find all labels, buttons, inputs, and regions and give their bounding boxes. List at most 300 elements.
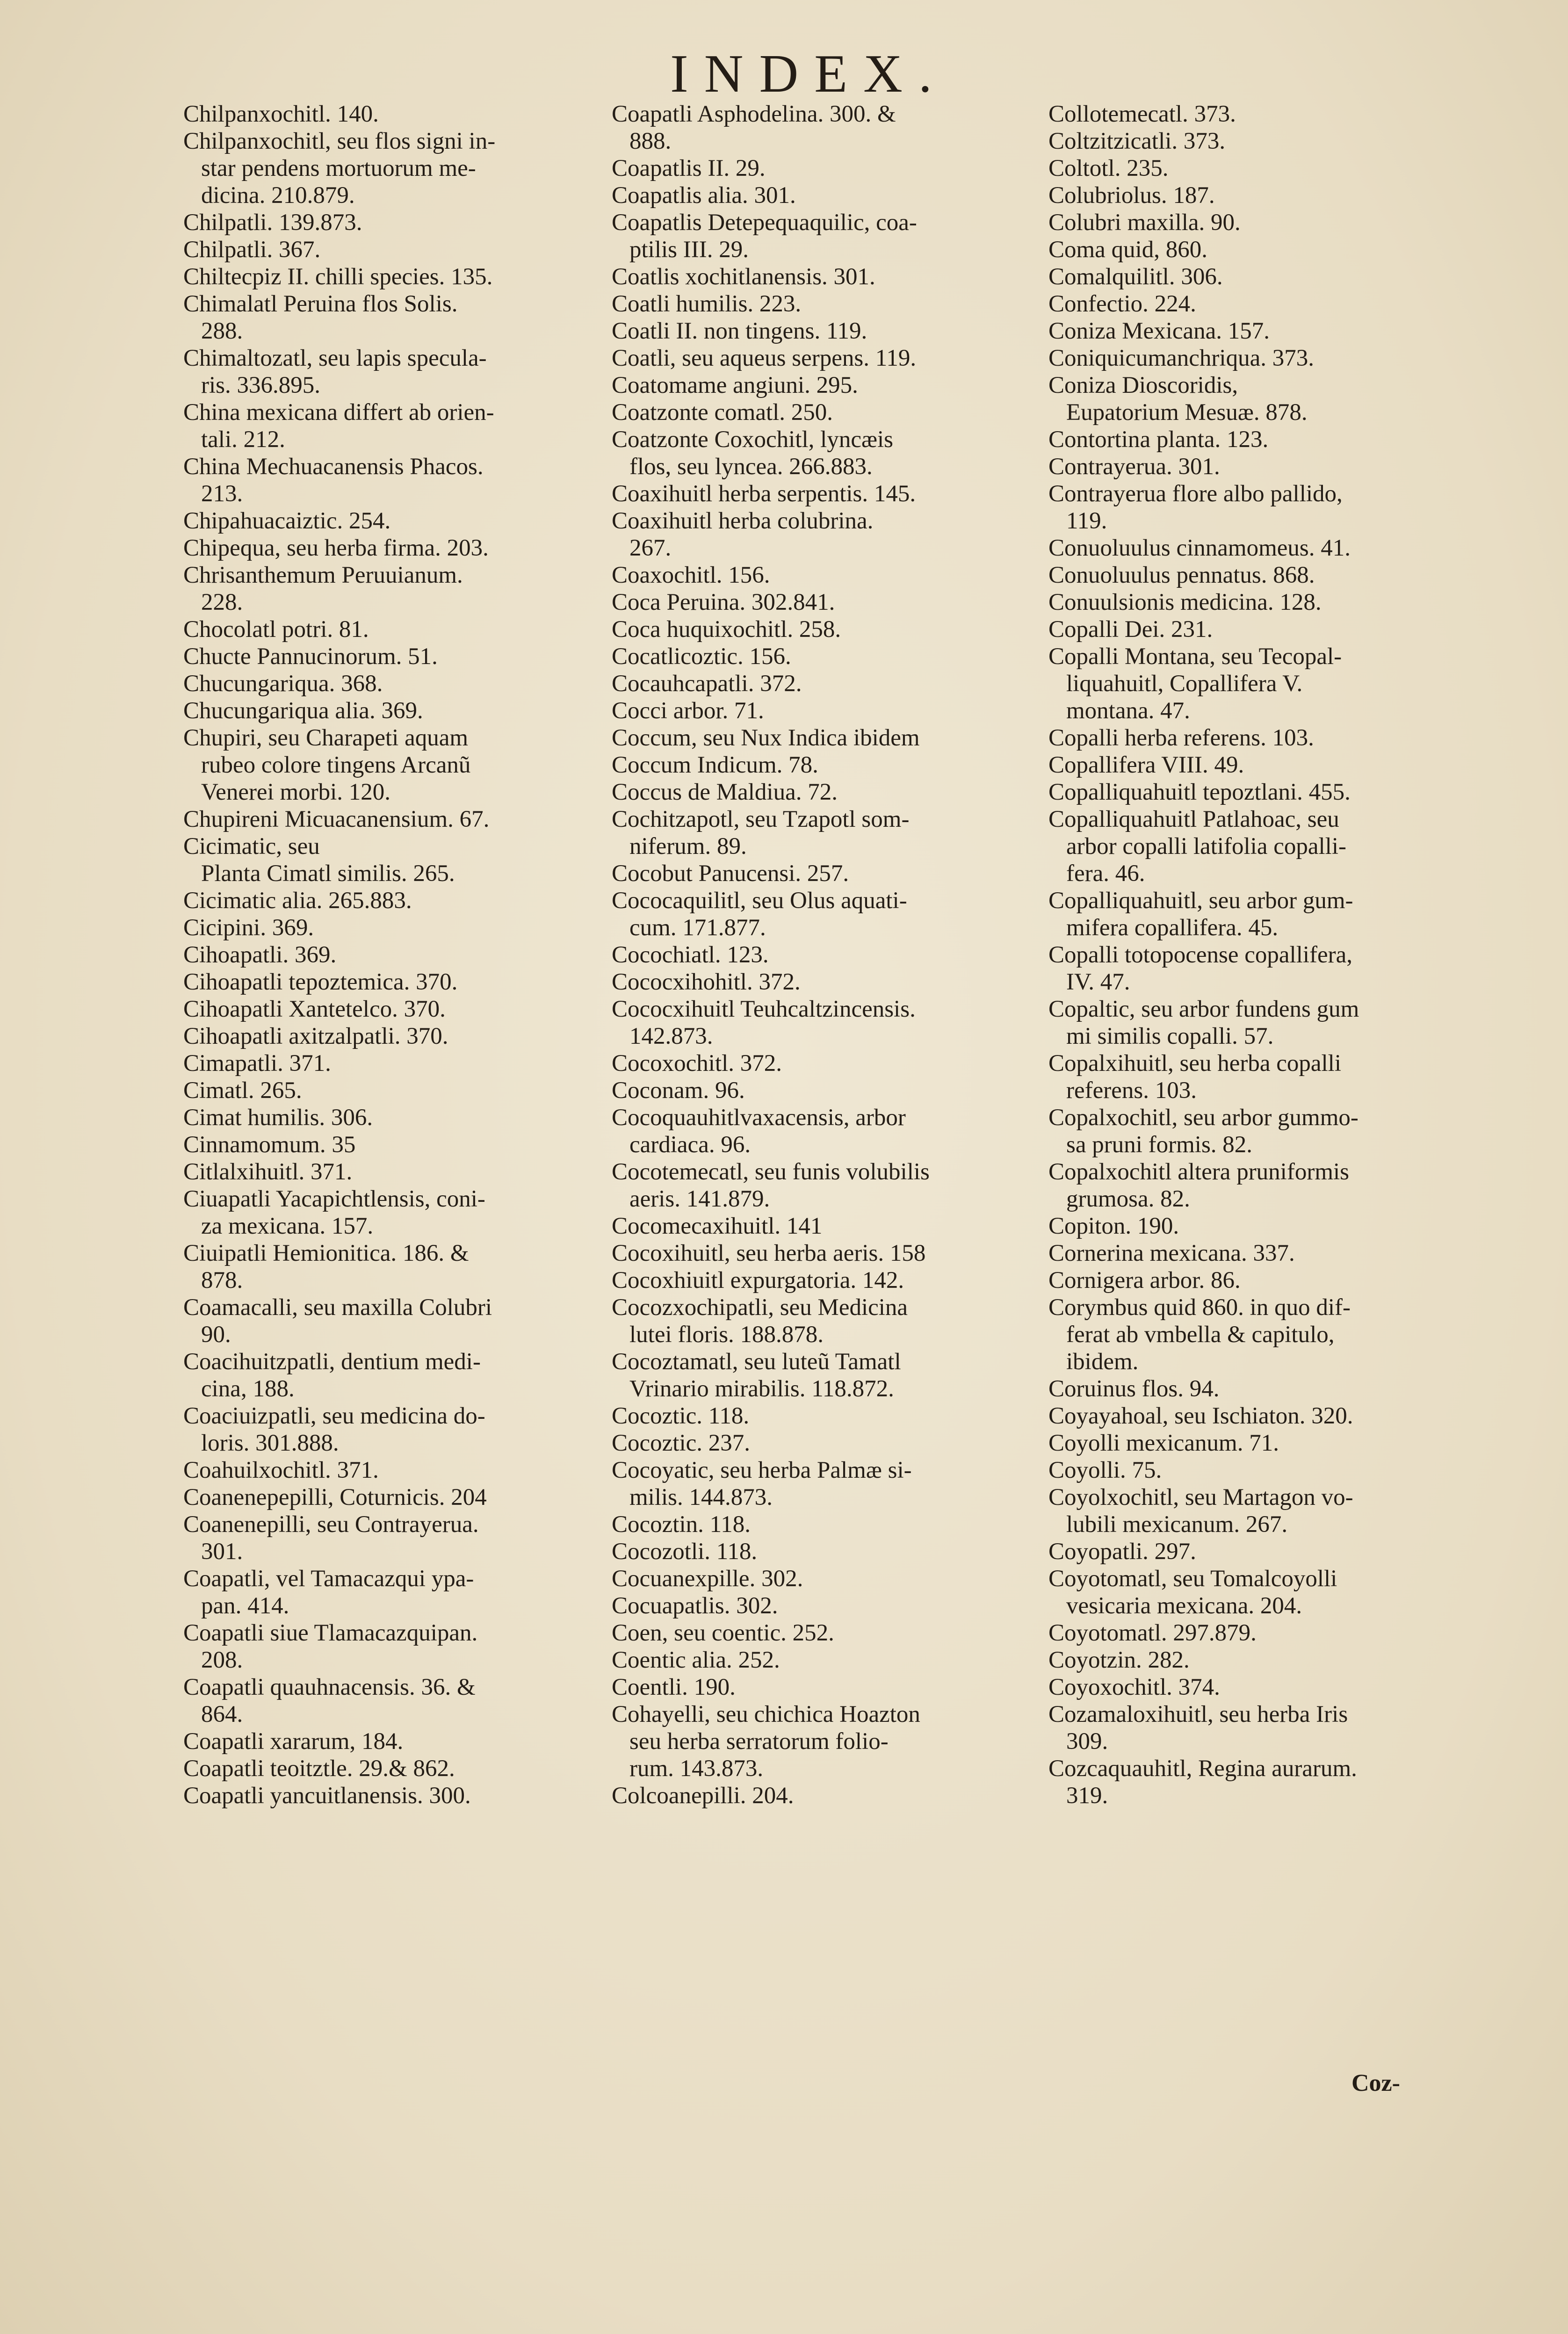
index-entry — [612, 318, 1033, 345]
index-entry — [183, 507, 590, 535]
index-entry — [183, 562, 590, 616]
index-entry-text: Cocatlicoztic. 156. — [612, 643, 791, 670]
index-entry-continuation: ris. 336.895. — [201, 372, 320, 398]
index-entry — [183, 1077, 590, 1104]
index-entry-text: Cozcaquauhitl, Regina aurarum. — [1048, 1756, 1357, 1782]
index-entry-text: Citlalxihuitl. 371. — [183, 1159, 353, 1185]
index-entry-text: Chilpatli. 139.873. — [183, 210, 362, 236]
index-entry-continuation: lubili mexicanum. 267. — [1066, 1511, 1288, 1538]
index-entry — [612, 1701, 1033, 1782]
index-entry-text: Cococxihuitl Teuhcaltzincensis. — [612, 996, 916, 1022]
index-entry — [1048, 345, 1467, 372]
index-entry-text: Cornigera arbor. 86. — [1048, 1267, 1241, 1293]
index-entry-text: Coyopatli. 297. — [1048, 1539, 1196, 1565]
index-entry-text: Coatli II. non tingens. 119. — [612, 318, 867, 344]
index-entry-continuation: cardiaca. 96. — [629, 1132, 751, 1158]
index-entry-text: Coatzonte Coxochitl, lyncæis — [612, 426, 894, 453]
index-entry-text: Coyolxochitl, seu Martagon vo- — [1048, 1484, 1353, 1510]
index-entry — [183, 345, 590, 399]
index-entry — [183, 209, 590, 236]
index-entry-text: Cicimatic, seu — [183, 833, 320, 860]
index-entry-text: Coaciuizpatli, seu medicina do- — [183, 1403, 485, 1429]
index-entry — [183, 1674, 590, 1728]
index-entry — [1048, 480, 1467, 535]
index-entry-text: Chimalatl Peruina flos Solis. — [183, 291, 458, 317]
index-entry-text: Copalli totopocense copallifera, — [1048, 942, 1353, 968]
index-entry-continuation: vesicaria mexicana. 204. — [1066, 1593, 1302, 1619]
index-entry-continuation: 208. — [201, 1647, 243, 1673]
index-entry-continuation: dicina. 210.879. — [201, 182, 355, 209]
index-entry-text: Coapatli xararum, 184. — [183, 1728, 404, 1755]
index-entry — [1048, 128, 1467, 155]
index-entry-text: Chipahuacaiztic. 254. — [183, 508, 391, 534]
index-entry-text: Chilpanxochitl, seu flos signi in- — [183, 128, 496, 154]
index-entry-text: Copalxochitl altera pruniformis — [1048, 1159, 1350, 1185]
index-entry-text: Conuulsionis medicina. 128. — [1048, 589, 1322, 615]
index-entry-text: Cihoapatli. 369. — [183, 942, 337, 968]
index-entry-continuation: tali. 212. — [201, 426, 285, 453]
index-entry — [1048, 290, 1467, 318]
index-entry — [183, 1755, 590, 1782]
index-entry — [183, 1131, 590, 1158]
index-entry-continuation: mifera copallifera. 45. — [1066, 915, 1279, 941]
index-entry-text: Cocoyatic, seu herba Palmæ si- — [612, 1457, 912, 1483]
index-entry — [612, 1538, 1033, 1565]
index-entry — [612, 752, 1033, 779]
index-entry — [1048, 1240, 1467, 1267]
index-entry-text: Cococxihohitl. 372. — [612, 969, 801, 995]
index-entry-continuation: IV. 47. — [1066, 969, 1130, 995]
index-entry — [612, 1565, 1033, 1592]
index-entry-text: Cimatl. 265. — [183, 1077, 302, 1104]
index-entry-text: Coyotomatl. 297.879. — [1048, 1620, 1257, 1646]
index-entry-text: Chipequa, seu herba firma. 203. — [183, 535, 489, 561]
index-entry — [612, 887, 1033, 941]
index-entry — [1048, 1267, 1467, 1294]
index-entry — [1048, 236, 1467, 263]
index-entry-continuation: montana. 47. — [1066, 698, 1190, 724]
index-entry-text: Conuoluulus cinnamomeus. 41. — [1048, 535, 1351, 561]
index-entry-text: Chupireni Micuacanensium. 67. — [183, 806, 490, 832]
index-entry-continuation: grumosa. 82. — [1066, 1186, 1190, 1212]
index-entry-text: Coapatli Asphodelina. 300. & — [612, 101, 896, 127]
index-entry — [612, 1619, 1033, 1647]
index-entry — [1048, 724, 1467, 752]
index-entry — [612, 1674, 1033, 1701]
index-entry — [183, 236, 590, 263]
index-entry-text: Coatli, seu aqueus serpens. 119. — [612, 345, 917, 371]
index-entry — [612, 1511, 1033, 1538]
index-entry — [183, 941, 590, 968]
index-entry-continuation: 319. — [1066, 1783, 1108, 1809]
index-entry-text: Cocoxihuitl, seu herba aeris. 158 — [612, 1240, 926, 1266]
index-entry — [1048, 1565, 1467, 1619]
index-entry — [1048, 1050, 1467, 1104]
index-entry — [1048, 1619, 1467, 1647]
index-entry-text: Coaxochitl. 156. — [612, 562, 770, 588]
index-entry-text: Contortina planta. 123. — [1048, 426, 1269, 453]
index-entry-continuation: Planta Cimatl similis. 265. — [201, 860, 455, 887]
index-entry-continuation: 864. — [201, 1701, 243, 1727]
index-entry — [183, 535, 590, 562]
index-entry-text: Copalliquahuitl, seu arbor gum- — [1048, 888, 1353, 914]
index-entry-continuation: za mexicana. 157. — [201, 1213, 374, 1239]
index-entry-text: Cocoztin. 118. — [612, 1511, 751, 1538]
index-entry — [1048, 453, 1467, 480]
index-entry-text: Collotemecatl. 373. — [1048, 101, 1236, 127]
index-column-right — [1048, 101, 1467, 1809]
index-entry — [1048, 1402, 1467, 1430]
index-entry-continuation: cum. 171.877. — [629, 915, 766, 941]
index-entry — [183, 1619, 590, 1674]
index-entry-continuation: flos, seu lyncea. 266.883. — [629, 454, 873, 480]
index-entry-text: Copalxochitl, seu arbor gummo- — [1048, 1105, 1358, 1131]
index-entry-text: Contrayerua flore albo pallido, — [1048, 481, 1343, 507]
index-entry-text: Copalli herba referens. 103. — [1048, 725, 1314, 751]
index-entry-text: Colubriolus. 187. — [1048, 182, 1215, 209]
index-entry — [1048, 1674, 1467, 1701]
index-entry — [1048, 806, 1467, 887]
index-entry-text: Cihoapatli Xantetelco. 370. — [183, 996, 446, 1022]
index-entry-continuation: 228. — [201, 589, 243, 615]
index-entry — [183, 453, 590, 507]
index-entry-text: Cocomecaxihuitl. 141 — [612, 1213, 823, 1239]
index-entry-continuation: 878. — [201, 1267, 243, 1293]
index-entry — [1048, 1755, 1467, 1809]
index-entry-continuation: cina, 188. — [201, 1376, 295, 1402]
index-entry — [183, 1728, 590, 1755]
index-entry-text: Coanenepepilli, Coturnicis. 204 — [183, 1484, 487, 1510]
index-entry-continuation: Vrinario mirabilis. 118.872. — [629, 1376, 894, 1402]
index-entry-continuation: 301. — [201, 1539, 243, 1565]
index-entry — [612, 480, 1033, 507]
index-entry-text: Cocoztic. 118. — [612, 1403, 750, 1429]
index-entry-text: Coapatli teoitztle. 29.& 862. — [183, 1756, 455, 1782]
index-entry — [612, 101, 1033, 155]
catchword: Coz- — [1351, 2070, 1400, 2096]
index-entry — [1048, 752, 1467, 779]
index-entry-text: Copalli Dei. 231. — [1048, 616, 1213, 643]
index-entry-text: Coca Peruina. 302.841. — [612, 589, 835, 615]
index-entry — [183, 1294, 590, 1348]
index-column-left — [183, 101, 590, 1809]
index-entry-text: Coyotomatl, seu Tomalcoyolli — [1048, 1566, 1337, 1592]
index-entry-text: Coma quid, 860. — [1048, 237, 1207, 263]
index-entry-continuation: referens. 103. — [1066, 1077, 1197, 1104]
index-entry — [612, 697, 1033, 724]
index-entry-text: Chilpatli. 367. — [183, 237, 321, 263]
index-entry-continuation: 142.873. — [629, 1023, 713, 1049]
index-entry — [1048, 1213, 1467, 1240]
index-entry — [612, 1348, 1033, 1402]
index-entry-text: Coapatlis alia. 301. — [612, 182, 796, 209]
index-entry-text: Coltotl. 235. — [1048, 155, 1169, 181]
index-entry — [1048, 616, 1467, 643]
index-entry — [1048, 1158, 1467, 1213]
index-entry-text: Coapatli, vel Tamacazqui ypa- — [183, 1566, 474, 1592]
index-entry — [1048, 941, 1467, 996]
index-entry — [183, 399, 590, 453]
index-entry — [183, 697, 590, 724]
index-entry — [612, 670, 1033, 697]
index-entry — [612, 1782, 1033, 1809]
index-column-middle — [612, 101, 1033, 1809]
index-entry-continuation: 213. — [201, 481, 243, 507]
index-entry-continuation: pan. 414. — [201, 1593, 289, 1619]
index-entry-continuation: rubeo colore tingens Arcanũ — [201, 752, 471, 778]
index-entry-text: Coaxihuitl herba colubrina. — [612, 508, 874, 534]
index-entry — [612, 1077, 1033, 1104]
index-entry-text: Coapatli yancuitlanensis. 300. — [183, 1783, 471, 1809]
index-entry-text: Coruinus flos. 94. — [1048, 1376, 1220, 1402]
index-entry-text: Contrayerua. 301. — [1048, 454, 1220, 480]
index-entry — [1048, 1457, 1467, 1484]
index-entry — [612, 1213, 1033, 1240]
index-entry-continuation: loris. 301.888. — [201, 1430, 339, 1456]
index-entry-text: Cocochiatl. 123. — [612, 942, 769, 968]
index-entry — [183, 724, 590, 806]
page-title: INDEX. — [670, 44, 948, 104]
index-entry-text: Copalliquahuitl tepoztlani. 455. — [1048, 779, 1351, 805]
index-entry-text: Cocoxochitl. 372. — [612, 1050, 782, 1077]
index-entry-text: Coatlis xochitlanensis. 301. — [612, 264, 875, 290]
index-entry-continuation: ferat ab vmbella & capitulo, — [1066, 1322, 1335, 1348]
index-entry — [612, 507, 1033, 562]
index-entry — [612, 1592, 1033, 1619]
index-entry-text: Cococaquilitl, seu Olus aquati- — [612, 888, 907, 914]
index-entry — [183, 263, 590, 290]
index-entry-text: Cicipini. 369. — [183, 915, 314, 941]
index-entry-text: Copalliquahuitl Patlahoac, seu — [1048, 806, 1339, 832]
index-entry-text: Cocoztamatl, seu luteũ Tamatl — [612, 1349, 901, 1375]
index-entry-text: Coatzonte comatl. 250. — [612, 399, 833, 426]
index-entry — [612, 1457, 1033, 1511]
index-entry-text: Cicimatic alia. 265.883. — [183, 888, 412, 914]
index-entry-text: Coahuilxochitl. 371. — [183, 1457, 379, 1483]
index-entry-text: Coyotzin. 282. — [1048, 1647, 1190, 1673]
index-entry-text: Coacihuitzpatli, dentium medi- — [183, 1349, 481, 1375]
index-entry-continuation: 119. — [1066, 508, 1107, 534]
index-entry — [612, 1267, 1033, 1294]
index-entry — [183, 1457, 590, 1484]
index-entry-continuation: 267. — [629, 535, 672, 561]
index-entry-continuation: ptilis III. 29. — [629, 237, 749, 263]
index-entry-text: Coamacalli, seu maxilla Colubri — [183, 1294, 492, 1321]
index-entry — [1048, 426, 1467, 453]
index-entry — [1048, 1701, 1467, 1755]
index-entry-text: Copiton. 190. — [1048, 1213, 1179, 1239]
index-entry — [1048, 589, 1467, 616]
index-entry — [1048, 535, 1467, 562]
index-entry-text: China Mechuacanensis Phacos. — [183, 454, 484, 480]
index-entry-continuation: Eupatorium Mesuæ. 878. — [1066, 399, 1308, 426]
index-entry-text: Cocobut Panucensi. 257. — [612, 860, 849, 887]
index-entry-text: Comalquilitl. 306. — [1048, 264, 1223, 290]
index-entry-text: Cimat humilis. 306. — [183, 1105, 373, 1131]
index-entry — [183, 1782, 590, 1809]
index-entry — [183, 616, 590, 643]
index-entry — [183, 1185, 590, 1240]
index-entry-continuation: niferum. 89. — [629, 833, 747, 860]
index-entry — [612, 372, 1033, 399]
index-entry — [612, 779, 1033, 806]
index-entry-continuation: 90. — [201, 1322, 231, 1348]
index-entry-text: Ciuapatli Yacapichtlensis, coni- — [183, 1186, 485, 1212]
index-entry-text: Chilpanxochitl. 140. — [183, 101, 379, 127]
index-entry-text: Coapatli siue Tlamacazquipan. — [183, 1620, 478, 1646]
index-entry-text: Coccum Indicum. 78. — [612, 752, 818, 778]
index-entry-text: Cihoapatli axitzalpatli. 370. — [183, 1023, 448, 1049]
index-entry-continuation: mi similis copalli. 57. — [1066, 1023, 1274, 1049]
index-entry-text: Confectio. 224. — [1048, 291, 1196, 317]
index-entry-continuation: fera. 46. — [1066, 860, 1145, 887]
index-entry-text: Cocotemecatl, seu funis volubilis — [612, 1159, 930, 1185]
index-entry-continuation: milis. 144.873. — [629, 1484, 773, 1510]
index-entry — [612, 1050, 1033, 1077]
index-entry — [612, 589, 1033, 616]
index-entry-text: Chucungariqua alia. 369. — [183, 698, 423, 724]
index-entry — [612, 1240, 1033, 1267]
index-entry — [183, 643, 590, 670]
index-entry-text: Copalxihuitl, seu herba copalli — [1048, 1050, 1342, 1077]
index-entry — [612, 1104, 1033, 1158]
index-entry-text: Coltzitzicatli. 373. — [1048, 128, 1226, 154]
index-entry — [1048, 887, 1467, 941]
index-entry-text: Chupiri, seu Charapeti aquam — [183, 725, 469, 751]
index-entry — [612, 1402, 1033, 1430]
index-entry — [183, 1348, 590, 1402]
index-entry — [612, 806, 1033, 860]
index-entry — [1048, 1104, 1467, 1158]
index-entry-text: Coccus de Maldiua. 72. — [612, 779, 838, 805]
index-entry — [183, 1565, 590, 1619]
index-entry — [1048, 155, 1467, 182]
index-entry-text: Cornerina mexicana. 337. — [1048, 1240, 1295, 1266]
index-entry-text: Cocci arbor. 71. — [612, 698, 764, 724]
index-entry-text: Copalli Montana, seu Tecopal- — [1048, 643, 1342, 670]
index-entry — [183, 1484, 590, 1511]
index-entry-text: Cocoxhiuitl expurgatoria. 142. — [612, 1267, 904, 1293]
index-entry — [612, 345, 1033, 372]
index-entry-text: China mexicana differt ab orien- — [183, 399, 494, 426]
index-entry-continuation: 288. — [201, 318, 243, 344]
index-entry — [1048, 101, 1467, 128]
index-entry-continuation: 888. — [629, 128, 672, 154]
index-entry-text: Cocozotli. 118. — [612, 1539, 758, 1565]
index-entry-text: Chucungariqua. 368. — [183, 671, 383, 697]
index-entry — [612, 426, 1033, 480]
index-entry-continuation: Venerei morbi. 120. — [201, 779, 391, 805]
index-entry-text: Coconam. 96. — [612, 1077, 745, 1104]
index-entry — [612, 996, 1033, 1050]
index-entry-text: Colcoanepilli. 204. — [612, 1783, 794, 1809]
index-entry — [612, 1430, 1033, 1457]
index-entry-text: Coniquicumanchriqua. 373. — [1048, 345, 1314, 371]
index-entry-continuation: sa pruni formis. 82. — [1066, 1132, 1253, 1158]
index-entry-text: Conuoluulus pennatus. 868. — [1048, 562, 1315, 588]
index-entry — [612, 155, 1033, 182]
index-entry — [1048, 1375, 1467, 1402]
index-entry-text: Cinnamomum. 35 — [183, 1132, 356, 1158]
index-entry — [183, 996, 590, 1023]
index-entry — [612, 1647, 1033, 1674]
index-entry — [183, 101, 590, 128]
index-entry — [183, 670, 590, 697]
index-entry-continuation: lutei floris. 188.878. — [629, 1322, 824, 1348]
index-entry — [1048, 1538, 1467, 1565]
index-entry-text: Coentli. 190. — [612, 1674, 736, 1700]
index-entry — [1048, 1484, 1467, 1538]
index-entry — [612, 616, 1033, 643]
index-entry — [183, 914, 590, 941]
index-entry-continuation: arbor copalli latifolia copalli- — [1066, 833, 1347, 860]
index-entry-text: Coyayahoal, seu Ischiaton. 320. — [1048, 1403, 1353, 1429]
index-entry — [183, 1158, 590, 1185]
index-entry — [612, 643, 1033, 670]
index-entry-continuation: 309. — [1066, 1728, 1108, 1755]
index-entry — [612, 860, 1033, 887]
index-entry-text: Cocauhcapatli. 372. — [612, 671, 802, 697]
index-entry-text: Cihoapatli tepoztemica. 370. — [183, 969, 458, 995]
index-entry-continuation: rum. 143.873. — [629, 1756, 764, 1782]
index-entry-text: Cimapatli. 371. — [183, 1050, 331, 1077]
index-entry-text: Coapatlis II. 29. — [612, 155, 766, 181]
index-entry-continuation: liquahuitl, Copallifera V. — [1066, 671, 1303, 697]
index-entry — [183, 887, 590, 914]
index-entry — [612, 1158, 1033, 1213]
index-entry — [1048, 263, 1467, 290]
index-entry-text: Cohayelli, seu chichica Hoazton — [612, 1701, 920, 1727]
index-entry-text: Chiltecpiz II. chilli species. 135. — [183, 264, 493, 290]
index-entry — [612, 968, 1033, 996]
index-entry — [183, 1511, 590, 1565]
index-entry — [612, 724, 1033, 752]
index-entry — [183, 290, 590, 345]
index-entry — [183, 833, 590, 887]
index-entry — [612, 182, 1033, 209]
index-entry-text: Chimaltozatl, seu lapis specula- — [183, 345, 487, 371]
index-entry-text: Coapatli quauhnacensis. 36. & — [183, 1674, 476, 1700]
index-entry — [1048, 1430, 1467, 1457]
index-entry-text: Coyoxochitl. 374. — [1048, 1674, 1220, 1700]
index-entry-text: Coccum, seu Nux Indica ibidem — [612, 725, 920, 751]
index-entry — [612, 562, 1033, 589]
index-entry — [1048, 1647, 1467, 1674]
index-entry-text: Chucte Pannucinorum. 51. — [183, 643, 438, 670]
index-entry-text: Cocuanexpille. 302. — [612, 1566, 803, 1592]
index-entry-text: Cozamaloxihuitl, seu herba Iris — [1048, 1701, 1348, 1727]
index-entry — [183, 1023, 590, 1050]
index-entry-text: Coatomame angiuni. 295. — [612, 372, 858, 398]
index-entry — [1048, 779, 1467, 806]
index-entry-text: Ciuipatli Hemionitica. 186. & — [183, 1240, 469, 1266]
index-entry-text: Coyolli. 75. — [1048, 1457, 1162, 1483]
index-entry — [1048, 209, 1467, 236]
index-entry — [183, 1104, 590, 1131]
index-entry — [183, 1050, 590, 1077]
index-entry-text: Chocolatl potri. 81. — [183, 616, 369, 643]
index-entry-continuation: ibidem. — [1066, 1349, 1139, 1375]
index-entry-continuation: seu herba serratorum folio- — [629, 1728, 889, 1755]
index-entry — [183, 1240, 590, 1294]
index-entry — [612, 399, 1033, 426]
index-entry — [1048, 643, 1467, 724]
index-entry — [1048, 562, 1467, 589]
index-entry-text: Corymbus quid 860. in quo dif- — [1048, 1294, 1351, 1321]
index-entry-text: Chrisanthemum Peruuianum. — [183, 562, 463, 588]
index-entry — [1048, 182, 1467, 209]
index-entry-continuation: star pendens mortuorum me- — [201, 155, 476, 181]
